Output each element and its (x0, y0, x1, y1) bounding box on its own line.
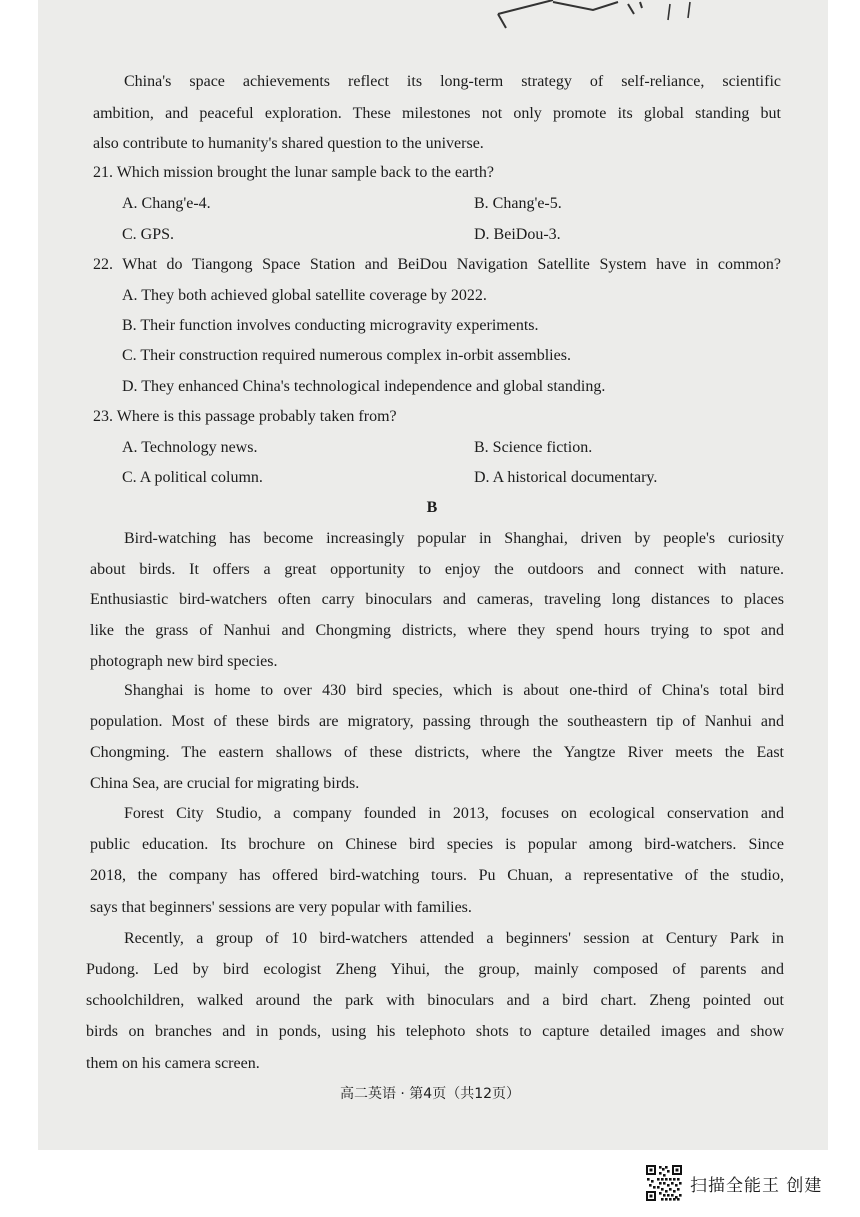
passage-b-p4-line: birds on branches and in ponds, using his telephoto shots to capture detailed images and show (86, 1023, 784, 1040)
qr-code-icon (645, 1164, 683, 1202)
scanner-watermark (645, 1162, 822, 1204)
passage-a-line: also contribute to humanity's shared question to the universe. (93, 135, 484, 152)
passage-b-p4-line: Pudong. Led by bird ecologist Zheng Yihui, the group, mainly composed of parents and (86, 961, 784, 978)
passage-a-line: China's space achievements reflect its long-term strategy of self-reliance, scientific (124, 73, 781, 90)
question-23-option-c: C. A political column. (122, 469, 263, 486)
question-22-stem: 22. What do Tiangong Space Station and BeiDou Navigation Satellite System have in common? (93, 256, 781, 273)
passage-b-p1-line: photograph new bird species. (90, 653, 278, 670)
question-21-stem: 21. Which mission brought the lunar sample back to the earth? (93, 164, 494, 181)
passage-b-p2-line: population. Most of these birds are migratory, passing through the southeastern tip of Nanhui and (90, 713, 784, 730)
question-22-option-b: B. Their function involves conducting microgravity experiments. (122, 317, 539, 334)
question-21-option-b: B. Chang'e-5. (474, 195, 562, 212)
passage-b-p2-line: China Sea, are crucial for migrating birds. (90, 775, 360, 792)
passage-b-p3-line: says that beginners' sessions are very popular with families. (90, 899, 472, 916)
passage-b-p4-line: them on his camera screen. (86, 1055, 260, 1072)
passage-b-p3-line: public education. Its brochure on Chinese bird species is popular among bird-watchers. Since (90, 836, 784, 853)
passage-b-p3-line: 2018, the company has offered bird-watching tours. Pu Chuan, a representative of the studio, (90, 867, 784, 884)
passage-b-p1-line: about birds. It offers a great opportunity to enjoy the outdoors and connect with nature. (90, 561, 784, 578)
question-22-option-a: A. They both achieved global satellite coverage by 2022. (122, 287, 487, 304)
question-21-option-d: D. BeiDou-3. (474, 226, 561, 243)
pen-scribble-marks (458, 0, 738, 30)
section-b-heading: B (426, 499, 438, 516)
passage-b-p4-line: schoolchildren, walked around the park with binoculars and a bird chart. Zheng pointed out (86, 992, 784, 1009)
question-21-option-c: C. GPS. (122, 226, 175, 243)
passage-b-p4-line: Recently, a group of 10 bird-watchers attended a beginners' session at Century Park in (124, 930, 784, 947)
footer-page-number: 高二英语 · 第4页（共12页） (339, 1086, 521, 1102)
scanner-watermark-text: 扫描全能王 创建 (690, 1175, 823, 1196)
question-23-stem: 23. Where is this passage probably taken from? (93, 408, 397, 425)
question-23-option-b: B. Science fiction. (474, 439, 593, 456)
passage-b-p1-line: like the grass of Nanhui and Chongming districts, where they spend hours trying to spot and (90, 622, 784, 639)
question-22-option-c: C. Their construction required numerous complex in-orbit assemblies. (122, 347, 571, 364)
question-23-option-a: A. Technology news. (122, 439, 258, 456)
passage-b-p3-line: Forest City Studio, a company founded in 2013, focuses on ecological conservation and (124, 805, 784, 822)
passage-a-line: ambition, and peaceful exploration. These milestones not only promote its global standing but (93, 105, 781, 122)
passage-b-p1-line: Enthusiastic bird-watchers often carry binoculars and cameras, traveling long distances to places (90, 591, 784, 608)
question-23-option-d: D. A historical documentary. (474, 469, 658, 486)
passage-b-p1-line: Bird-watching has become increasingly popular in Shanghai, driven by people's curiosity (124, 530, 784, 547)
passage-b-p2-line: Shanghai is home to over 430 bird species, which is about one-third of China's total bird (124, 682, 784, 699)
question-21-option-a: A. Chang'e-4. (122, 195, 211, 212)
passage-b-p2-line: Chongming. The eastern shallows of these districts, where the Yangtze River meets the East (90, 744, 784, 761)
question-22-option-d: D. They enhanced China's technological independence and global standing. (122, 378, 606, 395)
